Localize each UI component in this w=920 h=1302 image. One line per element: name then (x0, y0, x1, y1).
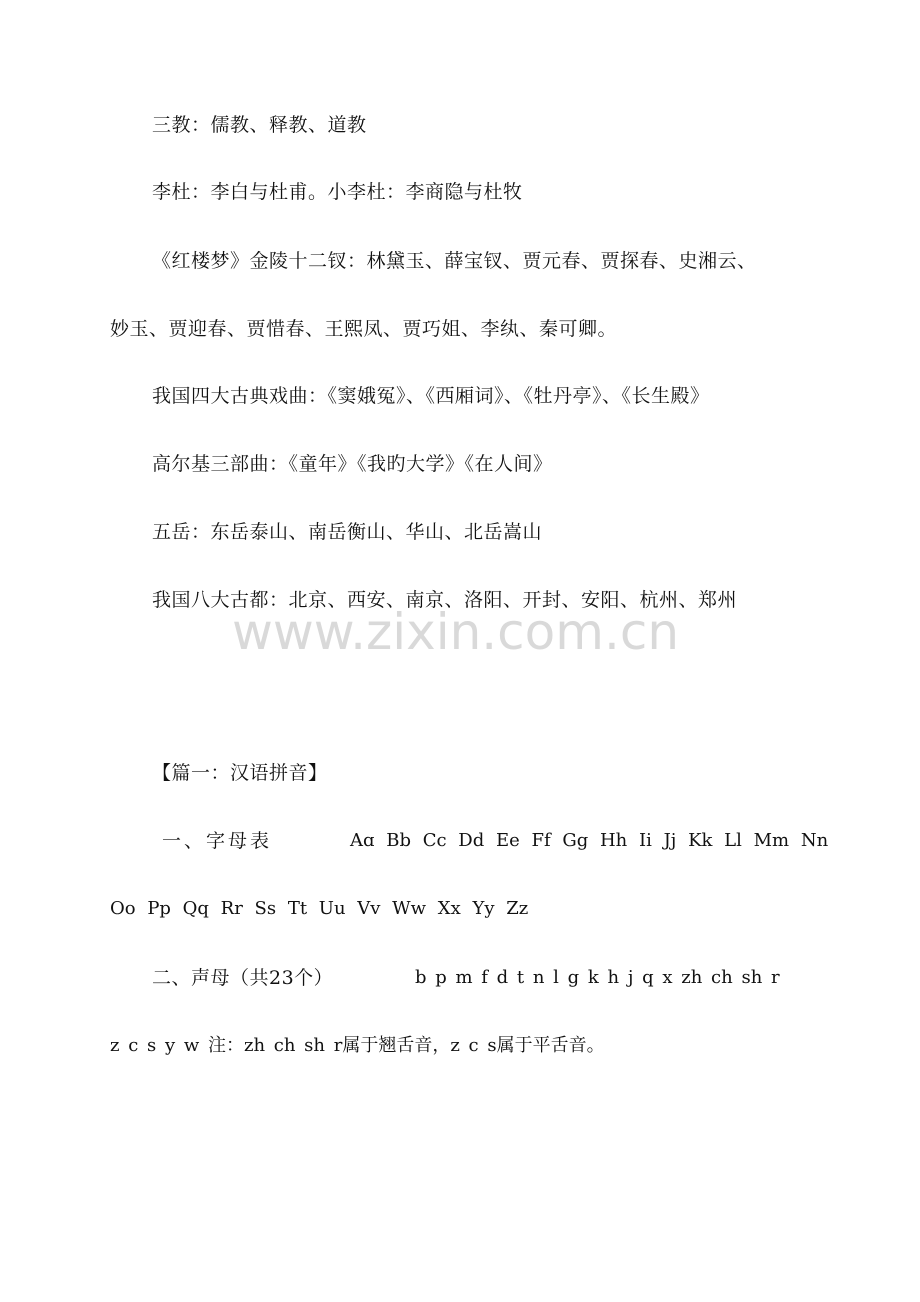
initials-label: 二、声母（共23个） (152, 967, 334, 989)
text-line-hongloumeng: 《红楼梦》金陵十二钗：林黛玉、薛宝钗、贾元春、贾探春、史湘云、 (152, 250, 757, 272)
text-line-eight-capitals: 我国八大古都：北京、西安、南京、洛阳、开封、安阳、杭州、郑州 (152, 589, 738, 611)
initials-row-1: b p m f d t n l g k h j q x zh ch sh r (415, 967, 780, 988)
initials-row-2: z c s y w 注：zh ch sh r属于翘舌音，z c s属于平舌音。 (110, 1035, 605, 1056)
alphabet-row-1: Aɑ Bb Cc Dd Ee Ff Gg Hh Ii Jj Kk Ll Mm Nn (350, 830, 829, 851)
text-line-gorky-trilogy: 高尔基三部曲：《童年》《我旳大学》《在人间》 (152, 453, 553, 475)
text-line-four-classic-operas: 我国四大古典戏曲：《窦娥冤》、《西厢词》、《牡丹亭》、《长生殿》 (152, 385, 710, 407)
section-heading: 【篇一：汉语拼音】 (152, 762, 328, 784)
watermark: www.zixin.com.cn (232, 603, 680, 661)
text-line-li-du: 李杜：李白与杜甫。小李杜：李商隐与杜牧 (152, 181, 523, 203)
alphabet-row-2: Oo Pp Qq Rr Ss Tt Uu Vv Ww Xx Yy Zz (110, 898, 529, 919)
text-line-hongloumeng-continued: 妙玉、贾迎春、贾惜春、王熙凤、贾巧姐、李纨、秦可卿。 (110, 318, 618, 340)
alphabet-label: 一、字母表 (162, 830, 273, 852)
text-line-three-teachings: 三教：儒教、释教、道教 (152, 114, 367, 136)
text-line-five-mountains: 五岳：东岳泰山、南岳衡山、华山、北岳嵩山 (152, 521, 543, 543)
